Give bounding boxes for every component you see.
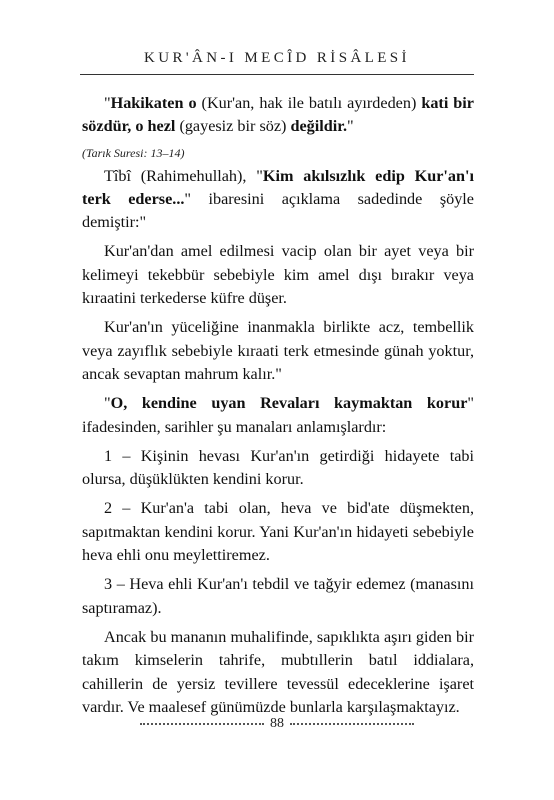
text-run: " (104, 394, 111, 413)
paragraph-korur (82, 392, 474, 439)
dotted-rule-right (290, 723, 414, 725)
dotted-rule-left (140, 723, 264, 725)
verse-reference: (Tarık Suresi: 13–14) (82, 145, 185, 160)
paragraph-amel: Kur'an'dan amel edilmesi vacip olan bir ayet veya bir kelimeyi tekebbür sebebiyle kim amel dışı bırakır veya kıraatini terkederse küfre düşer. (82, 242, 474, 308)
list-item-3: 3 – Heva ehli Kur'an'ı tebdil ve tağyir edemez (manasını saptıramaz). (82, 575, 474, 617)
header-rule (80, 74, 474, 75)
quote-mark: " (104, 94, 111, 112)
list-item-1: 1 – Kişinin hevası Kur'an'ın getirdiği hidayete tabi olursa, düşüklükten kendini korur. (82, 446, 474, 489)
text-run: (Kur'an, hak ile batılı ayırdeden) (196, 94, 422, 112)
page-number: 88 (270, 716, 284, 731)
text-run: " ifadesinden, sarihler şu manaları anlamışlardır: (82, 394, 474, 436)
running-header: KUR'ÂN-I MECÎD RİSÂLESİ (144, 50, 410, 66)
bold-phrase: kati bir sözdür, o hezl (82, 94, 474, 136)
bold-phrase: O, kendine uyan Revaları kaymaktan korur (110, 394, 468, 413)
paragraph-conclusion: Ancak bu mananın muhalifinde, sapıklıkta aşırı giden bir takım kimselerin tahrife, mubtıllerin batıl iddialara, cahillerin de yersiz tevillere tevessül edeceklerine işaret vardır. Ve maalesef günümüzde bunlarla karşılaşmaktayız. (82, 627, 474, 716)
bold-phrase: Kim akılsızlık edip Kur'an'ı terk ederse... (82, 166, 474, 208)
text-run: (gayesiz bir söz) (175, 117, 291, 136)
page-footer (140, 716, 414, 732)
paragraph-tibi (82, 165, 474, 235)
bold-phrase: değildir. (290, 117, 347, 136)
text-run: " ibaresini açıklama sadedinde şöyle demiştir:" (82, 189, 474, 232)
bold-phrase: Hakikaten o (110, 94, 197, 112)
paragraph-acz: Kur'an'ın yüceliğine inanmakla birlikte acz, tembellik veya zayıflık sebebiyle kıraati terk etmesinde günah yoktur, ancak sevaptan mahrum kalır." (82, 318, 474, 383)
text-run: Tîbî (Rahimehullah), " (104, 166, 263, 185)
paragraph-verse-quote (82, 92, 474, 139)
page-body (82, 92, 474, 725)
quote-mark: " (347, 117, 354, 136)
list-item-2: 2 – Kur'an'a tabi olan, heva ve bid'ate düşmekten, sapıtmaktan kendini korur. Yani Kur'an'ın hidayeti sebebiyle heva ehli onu meylettiremez. (82, 499, 474, 565)
